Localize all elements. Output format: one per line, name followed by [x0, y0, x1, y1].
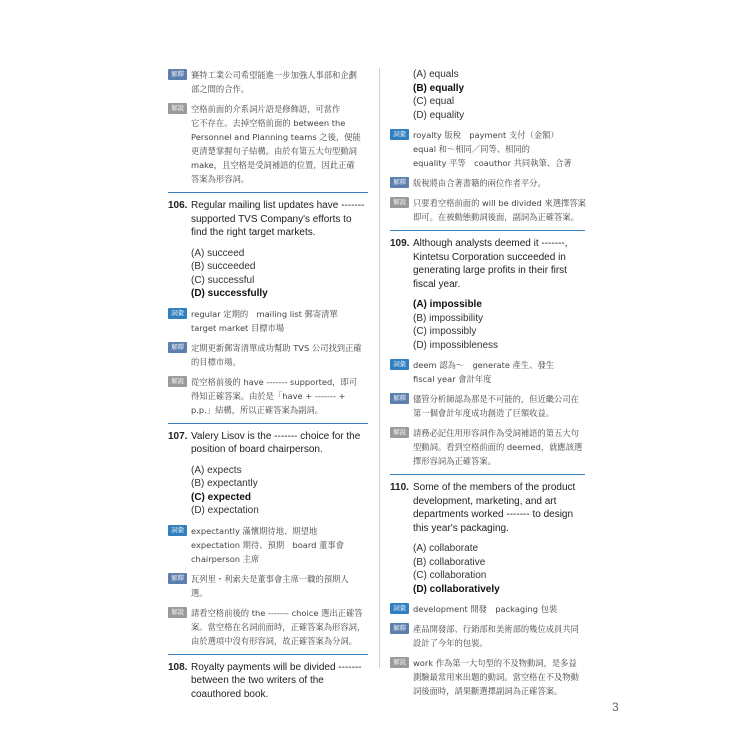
question-line: generating large profits in their first: [413, 265, 567, 276]
question-number: 107.: [168, 430, 188, 442]
note-line: 詞後面時，請果斷選擇副詞為正確答案。: [413, 686, 563, 696]
note-tag: 解說: [390, 427, 409, 438]
note-text: [413, 602, 557, 616]
question-stem: [390, 237, 585, 291]
note-trans: [168, 341, 368, 369]
question-line: Valery Lisov is the ------- choice for the: [191, 430, 361, 442]
note-tag: 解釋: [168, 69, 187, 80]
continued-options: [390, 68, 585, 122]
note-text: [413, 426, 582, 468]
note-line: 賽特工業公司希望能進一步加強人事部和企劃: [191, 70, 357, 80]
question-line: Although analysts deemed it -------,: [413, 238, 568, 249]
question-line: Some of the members of the product: [413, 482, 576, 493]
answer-option: (B) collaborative: [413, 556, 486, 568]
note-text: [191, 307, 338, 335]
answer-option: (C) collaboration: [413, 570, 487, 581]
question-block: [168, 654, 368, 702]
note-line: 請務必記住用形容詞作為受詞補語的第五大句: [413, 428, 579, 438]
answer-option: (D) equality: [413, 109, 465, 121]
answer-option: (A) collaborate: [413, 543, 479, 554]
answer-option: (A) succeed: [191, 247, 245, 259]
note-line: work 作為第一大句型的不及物動詞，是多益: [413, 658, 577, 668]
question-text: [191, 430, 360, 457]
note-line: p.p.」結構，所以正確答案為副詞。: [191, 404, 323, 415]
note-line: equality 平等 coauthor 共同執筆、合著: [413, 158, 572, 168]
note-tag: 解說: [168, 103, 187, 114]
note-text: [191, 606, 365, 648]
note-line: 選。: [191, 587, 208, 598]
note-line: 案。當空格在名詞前面時，正確答案為形容詞，: [191, 621, 366, 632]
note-tag: 詞彙: [168, 308, 187, 319]
question-line: between the two writers of the: [191, 675, 324, 686]
note-line: 更清楚掌握句子結構。由於有第五大句型動詞: [191, 146, 357, 156]
note-text: [191, 524, 344, 566]
note-tag: 解說: [168, 607, 187, 618]
note-expl: [168, 102, 368, 186]
note-line: 瓦列里・利索夫是董事會主席一職的預期人: [191, 573, 349, 584]
note-line: 從空格前後的 have ------- supported，即可: [191, 376, 358, 387]
question-line: fiscal year.: [413, 278, 461, 290]
note-tag: 解釋: [168, 342, 187, 353]
note-line: equal 和～相同／同等、相同的: [413, 144, 530, 154]
note-line: Personnel and Planning teams 之後，便能: [191, 132, 361, 142]
question-line: Royalty payments will be divided -------: [191, 661, 362, 673]
note-expl: [168, 375, 368, 417]
question-block: [168, 423, 368, 518]
note-tag: 詞彙: [390, 359, 409, 370]
note-line: 由於選項中沒有形容詞，故正確答案為分詞。: [191, 635, 357, 646]
column-divider: [379, 68, 380, 668]
answer-option: (D) expectation: [191, 505, 259, 516]
note-line: 的目標市場。: [191, 356, 241, 367]
question-block: [390, 474, 585, 596]
note-text: [191, 102, 361, 186]
question-number: 109.: [390, 238, 410, 249]
note-vocab: [390, 602, 585, 616]
correct-option: (C) expected: [191, 491, 252, 503]
question-text: [191, 199, 364, 240]
answer-option: (D) impossibleness: [413, 339, 499, 351]
note-tag: 解說: [390, 657, 409, 668]
note-line: 答案為形容詞。: [191, 174, 250, 184]
question-line: development, marketing, and art: [413, 495, 557, 507]
note-line: make，且空格是受詞補語的位置，因此正確: [191, 160, 355, 170]
note-text: [191, 572, 349, 600]
note-tag: 解釋: [390, 623, 409, 634]
note-line: 儘管分析師認為那是不可能的，但近畿公司在: [413, 394, 579, 404]
note-vocab: [168, 524, 368, 566]
question-text: [413, 481, 575, 535]
answer-option: (C) impossibly: [413, 326, 477, 337]
note-line: expectantly 滿懷期待地、期望地: [191, 525, 318, 536]
note-text: [413, 196, 586, 224]
note-line: target market 目標市場: [191, 322, 285, 333]
question-number: 108.: [168, 661, 188, 673]
note-line: 即可。在被動態動詞後面，副詞為正確答案。: [413, 212, 579, 222]
answer-options: [191, 464, 368, 518]
answer-option: (C) successful: [191, 274, 255, 286]
question-stem: [168, 430, 368, 457]
question-line: this year's packaging.: [413, 522, 509, 534]
answer-options: [413, 542, 585, 596]
question-number: 106.: [168, 200, 188, 211]
note-line: 請看空格前後的 the ------- choice 選出正確答: [191, 607, 363, 618]
note-line: regular 定期的 mailing list 郵寄清單: [191, 308, 338, 319]
note-line: 測驗最常用來出題的動詞。當空格在不及物動: [413, 672, 579, 682]
note-line: 設計了今年的包裝。: [413, 638, 488, 648]
note-text: [413, 392, 579, 420]
note-text: [413, 656, 579, 698]
note-line: deem 認為～ generate 產生、發生: [413, 360, 555, 370]
note-expl: [390, 426, 585, 468]
question-line: find the right target markets.: [191, 227, 316, 238]
note-line: 它不存在。去掉空格前面的 between the: [191, 118, 346, 128]
note-line: 第一個會計年度成功創造了巨額收益。: [413, 408, 555, 418]
answer-option: (A) expects: [191, 464, 242, 476]
note-line: royalty 版稅 payment 支付（金額）: [413, 130, 559, 140]
note-line: 擇形容詞為正確答案。: [413, 456, 496, 466]
question-stem: [168, 661, 368, 702]
answer-option: (C) equal: [413, 96, 455, 107]
question-text: [413, 237, 568, 291]
note-trans: [390, 176, 585, 190]
correct-option: (B) equally: [413, 82, 465, 94]
note-text: [413, 358, 554, 386]
question-block: [168, 192, 368, 301]
note-trans: [168, 68, 368, 96]
question-stem: [390, 481, 585, 535]
note-line: fiscal year 會計年度: [413, 374, 492, 384]
page-number: 3: [612, 700, 619, 714]
correct-option: (A) impossible: [413, 299, 482, 310]
note-trans: [390, 392, 585, 420]
note-line: 版稅將由合著書籍的兩位作者平分。: [413, 178, 546, 188]
answer-option: (B) succeeded: [191, 261, 256, 272]
note-tag: 解釋: [390, 393, 409, 404]
question-line: Regular mailing list updates have -------: [191, 200, 365, 211]
question-number: 110.: [390, 482, 409, 493]
question-line: departments worked ------- to design: [413, 509, 574, 520]
answer-options: [413, 68, 585, 122]
question-line: position of board chairperson.: [191, 444, 323, 455]
note-tag: 詞彙: [390, 603, 409, 614]
note-text: [413, 622, 579, 650]
note-line: 產品開發部、行銷部和美術部的幾位成員共同: [413, 624, 579, 634]
note-line: 型動詞。看到空格前面的 deemed，就應該選: [413, 442, 583, 452]
note-tag: 解釋: [168, 573, 187, 584]
note-vocab: [390, 358, 585, 386]
note-line: 空格前面的介系詞片語是修飾語，可當作: [191, 104, 341, 114]
note-line: 只要看空格前面的 will be divided 來選擇答案: [413, 198, 586, 208]
note-line: chairperson 主席: [191, 553, 260, 564]
correct-option: (D) collaboratively: [413, 583, 500, 595]
note-line: 定期更新郵寄清單成功幫助 TVS 公司找到正確: [191, 342, 362, 353]
answer-option: (B) impossibility: [413, 312, 484, 324]
answer-option: (A) equals: [413, 69, 459, 80]
question-line: Kintetsu Corporation succeeded in: [413, 251, 566, 263]
note-line: 部之間的合作。: [191, 84, 250, 94]
note-text: [191, 375, 357, 417]
note-tag: 解說: [168, 376, 187, 387]
question-block: [390, 230, 585, 352]
question-text: [191, 661, 362, 702]
note-line: expectation 期待、預期 board 董事會: [191, 539, 344, 550]
note-tag: 解說: [390, 197, 409, 208]
question-line: coauthored book.: [191, 688, 269, 700]
note-tag: 詞彙: [390, 129, 409, 140]
note-expl: [390, 656, 585, 698]
note-text: [191, 68, 357, 96]
note-vocab: [168, 307, 368, 335]
right-column: [390, 68, 585, 704]
note-line: 得知正確答案。由於是「have + ------- +: [191, 390, 346, 401]
correct-option: (D) successfully: [191, 288, 268, 299]
answer-option: (B) expectantly: [191, 478, 258, 489]
note-text: [191, 341, 362, 369]
answer-options: [191, 247, 368, 301]
note-expl: [168, 606, 368, 648]
note-text: [413, 176, 546, 190]
question-line: supported TVS Company's efforts to: [191, 213, 352, 225]
note-expl: [390, 196, 585, 224]
answer-options: [413, 298, 585, 352]
note-line: development 開發 packaging 包裝: [413, 604, 558, 614]
left-column: [168, 68, 368, 701]
note-trans: [168, 572, 368, 600]
note-tag: 詞彙: [168, 525, 187, 536]
note-tag: 解釋: [390, 177, 409, 188]
note-text: [413, 128, 572, 170]
note-trans: [390, 622, 585, 650]
note-vocab: [390, 128, 585, 170]
question-stem: [168, 199, 368, 240]
